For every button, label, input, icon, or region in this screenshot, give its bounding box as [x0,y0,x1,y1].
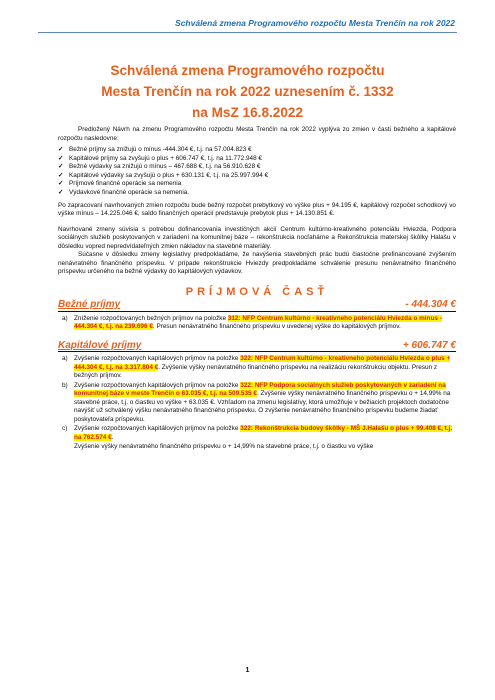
checkmark-icon: ✓ [58,154,64,162]
capital-revenue-amount: + 606.747 € [402,339,456,351]
capital-revenue-items [58,355,456,442]
current-revenue-heading [58,301,456,312]
document-body [58,126,456,452]
balance-paragraph: Po zapracovaní navrhovaných zmien rozpočtu bude bežný rozpočet prebytkový vo výške plus + 94.195 €, kapitálový rozpočet schodkový vo výške mínus – 14.225.046 €, saldo finančných operácií predstavuje prebytok plus + 14.130.851 €. [58,201,456,218]
checkmark-icon: ✓ [58,163,64,171]
highlighted-text: 312: NFP Centrum kultúrno - kreativneho potenciálu Hviezda o mínus - 444.304 €, t.j. na 239.696 € [74,314,442,331]
running-header: Schválená zmena Programového rozpočtu Mesta Trenčín na rok 2022 [175,18,455,28]
highlighted-text: 322: NFP Podpora sociálnych služieb poskytovaných v zariadení na komunitnej báze v meste Trenčín o 63.035 €, t.j. na 509.535 € [74,381,446,398]
list-item: b) Zvýšenie rozpočtovaných kapitálových príjmov na položke 322: NFP Podpora sociálnych služieb poskytovaných v zariadení na komunitnej báze v meste Trenčín o 63.035 €, t.j. na 509.535 €. Zvýšenie výšky nenávratného finančného príspevku o + 14,99% na stavebné práce, t.j. o čiastku vo výške + 63.035 €. Vzhľadom na zmenu legislatívy, ktorá umožňuje v bežiacich projektoch dodatočne navýšiť už schválený výšku nenávratného finančného príspevku. O zvýšenie nenávratného finančného príspevku budeme žiadať poskytovateľa príspevku. [62,381,451,423]
current-revenue-amount: - 444.304 € [405,299,456,311]
checkmark-icon: ✓ [58,171,64,179]
capital-revenue-label: Kapitálové príjmy [58,339,142,351]
checkmark-icon: ✓ [58,180,64,188]
summary-item: ✓ Príjmové finančné operácie sa nemenia [58,180,182,188]
summary-item: ✓ Bežné príjmy sa znižujú o mínus -444.304 €, t.j. na 57.004.823 € [58,146,252,153]
page-number: 1 [245,667,250,674]
summary-item: ✓ Výdavkové finančné operácie sa nemenia. [58,188,190,196]
current-revenue-items [58,315,456,332]
checkmark-icon: ✓ [58,146,64,153]
legislation-paragraph: Súčasne v dôsledku zmeny legislatívy predpokladáme, že navýšenia stavebných prác budú čiastočne prefinancované zvýšením nenávratného finančného príspevku. V prípade rekonštrukcie Hviezdy predpokladáme schválenie presunu nenávratného finančného príspevku určeného na bežné výdavky do kapitálových výdavkov. [58,251,456,276]
list-item: a) Zníženie rozpočtovaných bežných príjmov na položke 312: NFP Centrum kultúrno - kreativneho potenciálu Hviezda o mínus - 444.304 €, t.j. na 239.696 €. Presun nenávratného finančného príspevku v uvedenej výške do kapitálových príjmov. [62,314,442,331]
summary-item: ✓ Kapitálové výdavky sa zvyšujú o plus + 630.131 €, t.j. na 25.997.994 € [58,171,269,179]
highlighted-text: 322: Rekonštrukcia budovy škôlky - MŠ J.Halašu o plus + 99.408 €, t.j. na 762.574 € [74,425,453,441]
highlighted-text: 322: NFP Centrum kultúrno - kreativneho potenciálu Hviezda o plus + 444.304 €, t.j. na 3.317.804 € [74,355,451,371]
capital-revenue-heading [58,339,456,353]
document-title [20,60,475,123]
checkmark-icon: ✓ [58,188,64,196]
title-line-1: Schválená zmena Programového rozpočtu [110,63,385,78]
change-summary-list [58,146,456,198]
title-line-3: na MsZ 16.8.2022 [191,105,304,120]
reason-paragraph: Navrhované zmeny súvisia s potrebou dofinancovania investičných akcií Centrum kultúrno-kreativného potenciálu Hviezda, Podpora sociálnych služieb poskytovaných v zariadení na komunitnej báze – rekonštrukcia nocľahárne a Rekonštrukcia materskej škôlky Halašu v dôsledku vopred nepredvídateľných zmien nákladov na stavebné materiály. [58,225,456,250]
revenue-section-title: PRÍJMOVÁ ČASŤ [185,285,329,298]
intro-paragraph: Predložený Návrh na zmenu Programového rozpočtu Mesta Trenčín na rok 2022 vyplýva zo zmien v časti bežného a kapitálové rozpočtu nasledovne: [58,126,456,142]
header-rule [38,32,457,33]
current-revenue-label: Bežné príjmy [58,299,121,311]
summary-item: ✓ Kapitálové príjmy sa zvyšujú o plus + 606.747 €, t.j. na 11.772.948 € [58,154,262,162]
list-item: c) Zvýšenie rozpočtovaných kapitálových príjmov na položke 322: Rekonštrukcia budovy škôlky - MŠ J.Halašu o plus + 99.408 €, t.j. na 762.574 €. [62,425,453,441]
summary-item: ✓ Bežné výdavky sa znižujú o mínus – 467.688 €, t.j. na 56.910.628 € [58,163,261,171]
list-item: a) Zvýšenie rozpočtovaných kapitálových príjmov na položke 322: NFP Centrum kultúrno - kreativneho potenciálu Hviezda o plus + 444.304 €, t.j. na 3.317.804 €. Zvýšenie výšky nenávratného finančného príspevku na realizáciu rekonštrukciu objektu. Presun z bežných príjmov. [62,355,451,380]
title-line-2: Mesta Trenčín na rok 2022 uznesením č. 1332 [101,84,394,99]
continuation-text: Zvýšenie výšky nenávratného finančného príspevku o + 14,99% na stavebné práce, t.j. o čiastku vo výške [74,443,374,451]
